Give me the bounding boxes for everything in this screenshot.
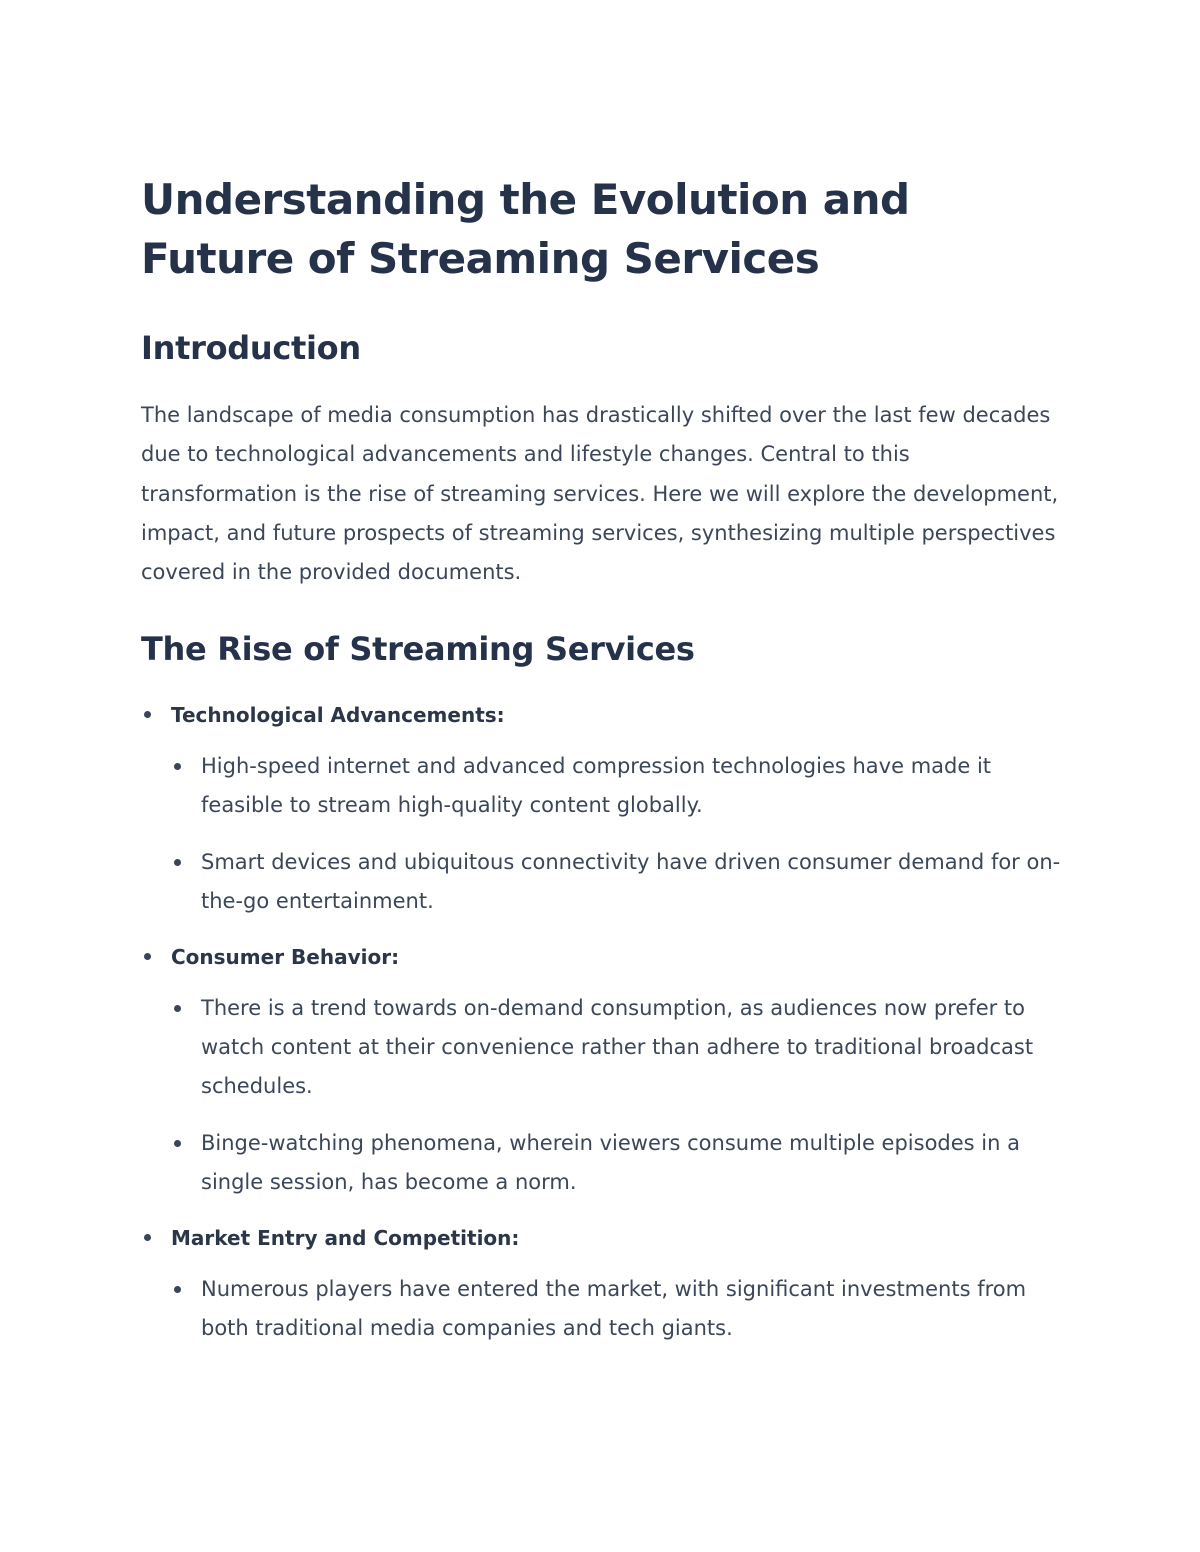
sub-list-item [171, 989, 1071, 1106]
document-page [141, 170, 1071, 1348]
introduction-paragraph: The landscape of media consumption has drastically shifted over the last few decades due to technological advancements and lifestyle changes. Central to this transformation is the rise of streaming services. Here we will explore the development, impact, and future prospects of streaming services, synthesizing multiple perspectives covered in the provided documents. [141, 403, 1059, 585]
sub-list-item [171, 843, 1071, 921]
list-item-title: Technological Advancements: [171, 703, 505, 728]
rise-list [141, 697, 1071, 1348]
list-item-market-entry [141, 1220, 1071, 1348]
sub-list-item [171, 747, 1071, 825]
bullet-icon [174, 1286, 181, 1293]
sub-list-item-text: Numerous players have entered the market, with significant investments from both traditional media companies and tech giants. [201, 1277, 1027, 1341]
list-item-title: Market Entry and Competition: [171, 1226, 520, 1251]
bullet-icon [144, 1234, 151, 1241]
sub-list [171, 989, 1071, 1202]
sub-list-item-text: Binge-watching phenomena, wherein viewers consume multiple episodes in a single session, has become a norm. [201, 1131, 1020, 1195]
rise-heading: The Rise of Streaming Services [141, 630, 695, 669]
bullet-icon [144, 953, 151, 960]
sub-list-item-text: High-speed internet and advanced compression technologies have made it feasible to stream high-quality content globally. [201, 754, 992, 818]
sub-list-item-text: There is a trend towards on-demand consumption, as audiences now prefer to watch content at their convenience rather than adhere to traditional broadcast schedules. [201, 996, 1034, 1099]
list-item-title: Consumer Behavior: [171, 945, 400, 970]
document-title: Understanding the Evolution and Future of Streaming Services [141, 175, 910, 283]
bullet-icon [174, 763, 181, 770]
list-item-consumer-behavior [141, 939, 1071, 1202]
sub-list-item-text: Smart devices and ubiquitous connectivity have driven consumer demand for on-the-go entertainment. [201, 850, 1061, 914]
sub-list-item [171, 1270, 1071, 1348]
bullet-icon [174, 1005, 181, 1012]
sub-list [171, 747, 1071, 921]
sub-list-item [171, 1124, 1071, 1202]
bullet-icon [174, 1140, 181, 1147]
sub-list [171, 1270, 1071, 1348]
bullet-icon [174, 859, 181, 866]
introduction-heading: Introduction [141, 329, 361, 367]
bullet-icon [144, 711, 151, 718]
list-item-technological-advancements [141, 697, 1071, 921]
